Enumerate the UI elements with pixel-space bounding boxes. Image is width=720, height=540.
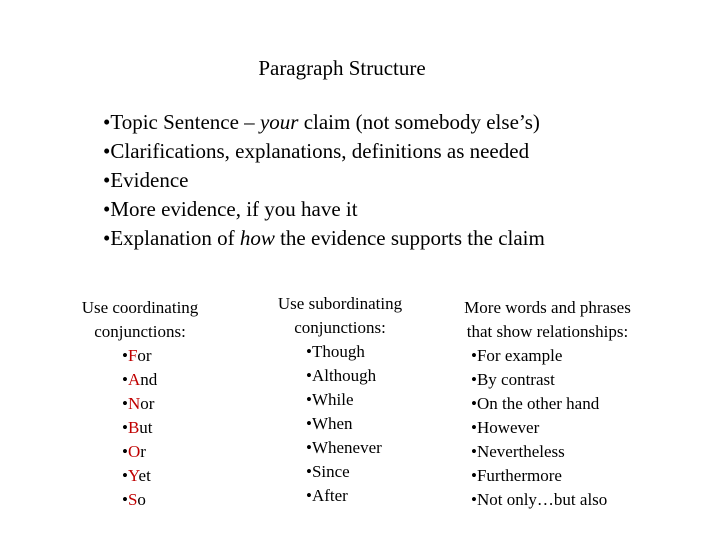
item-text: For example — [476, 346, 563, 365]
list-item-clarifications — [103, 137, 545, 166]
list-item: •Yet — [122, 466, 151, 485]
subordinating-list — [306, 340, 440, 508]
column-heading-line: conjunctions: — [294, 318, 386, 337]
list-item: •While — [306, 390, 354, 409]
bullet: • — [103, 139, 111, 163]
list-item-text: More evidence, if you have it — [110, 197, 358, 221]
bullet: • — [103, 226, 111, 250]
bullet: • — [103, 168, 111, 192]
list-item-explanation — [103, 224, 545, 253]
highlight-letter: O — [127, 442, 141, 461]
highlight-letter: F — [127, 346, 138, 365]
list-item: •Or — [122, 442, 146, 461]
list-item: •Whenever — [306, 438, 382, 457]
list-item-emphasis: your — [259, 110, 299, 134]
highlight-letter: B — [127, 418, 140, 437]
column-heading-line: that show relationships: — [466, 322, 629, 341]
coordinating-conjunctions-column — [40, 296, 240, 512]
item-text: Not only…but also — [476, 490, 608, 509]
highlight-letter: N — [127, 394, 141, 413]
list-item: •But — [122, 418, 153, 437]
list-item-topic-sentence — [103, 108, 545, 137]
list-item-text-end: claim (not somebody else’s) — [298, 110, 540, 134]
list-item: •After — [306, 486, 348, 505]
list-item: •Nor — [122, 394, 155, 413]
item-text: When — [311, 414, 353, 433]
list-item: •Though — [306, 342, 365, 361]
paragraph-structure-list — [103, 108, 545, 253]
list-item: •However — [471, 418, 540, 437]
relationship-phrases-column — [445, 296, 650, 512]
list-item: •When — [306, 414, 353, 433]
item-text: While — [311, 390, 354, 409]
column-heading-line: Use subordinating — [277, 294, 403, 313]
list-item: •By contrast — [471, 370, 555, 389]
item-text: After — [311, 486, 348, 505]
item-text: By contrast — [476, 370, 555, 389]
list-item-text-end: the evidence supports the claim — [274, 226, 545, 250]
list-item: •For example — [471, 346, 563, 365]
list-item-text: Explanation of — [110, 226, 240, 250]
list-item: •Nevertheless — [471, 442, 565, 461]
list-item: •Furthermore — [471, 466, 562, 485]
item-text: On the other hand — [476, 394, 600, 413]
item-text: Furthermore — [476, 466, 562, 485]
list-item-more-evidence — [103, 195, 545, 224]
item-text: However — [476, 418, 540, 437]
list-item: •Not only…but also — [471, 490, 608, 509]
item-text: Although — [311, 366, 377, 385]
item-rest: o — [137, 490, 146, 509]
item-rest: ut — [139, 418, 153, 437]
item-rest: or — [137, 346, 152, 365]
highlight-letter: Y — [127, 466, 139, 485]
list-item: •So — [122, 490, 146, 509]
item-rest: et — [138, 466, 151, 485]
list-item-text: Topic Sentence – — [110, 110, 260, 134]
bullet: • — [103, 110, 111, 134]
list-item: •Since — [306, 462, 350, 481]
highlight-letter: A — [127, 370, 141, 389]
item-rest: nd — [140, 370, 158, 389]
list-item: •Although — [306, 366, 377, 385]
item-text: Nevertheless — [476, 442, 565, 461]
list-item-evidence — [103, 166, 545, 195]
relationships-list — [471, 344, 650, 512]
item-text: Since — [311, 462, 350, 481]
list-item: •For — [122, 346, 152, 365]
list-item: •On the other hand — [471, 394, 600, 413]
list-item: •And — [122, 370, 158, 389]
subordinating-conjunctions-column — [240, 292, 440, 508]
list-item-emphasis: how — [239, 226, 275, 250]
highlight-letter: S — [127, 490, 138, 509]
item-text: Though — [311, 342, 365, 361]
list-item-text: Evidence — [110, 168, 189, 192]
column-heading-line: conjunctions: — [94, 322, 186, 341]
page-title: Paragraph Structure — [258, 56, 426, 80]
bullet: • — [103, 197, 111, 221]
item-rest: r — [140, 442, 146, 461]
column-heading-line: Use coordinating — [81, 298, 199, 317]
item-text: Whenever — [311, 438, 382, 457]
column-heading-line: More words and phrases — [464, 298, 631, 317]
item-rest: or — [140, 394, 155, 413]
list-item-text: Clarifications, explanations, definitions as needed — [110, 139, 530, 163]
coordinating-list — [122, 344, 240, 512]
